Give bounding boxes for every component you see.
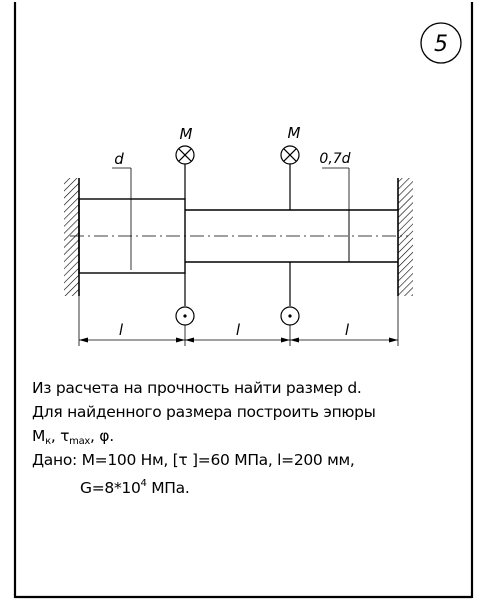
dimension-d-label: d [114,150,124,168]
torque-moment-right [281,124,301,325]
length-label-1: l [118,321,124,339]
sheet-frame [15,2,472,598]
length-label-2: l [235,321,241,339]
task-tau-subscript: max [69,436,91,447]
task-text [32,376,472,496]
moment-right-label: M [287,124,301,142]
task-line-3-separator: , [50,427,61,445]
dimension-07d [319,151,350,262]
task-g-units: МПа. [146,479,190,497]
right-wall-support [398,178,413,296]
task-line-3 [32,424,472,448]
variant-number-badge [421,23,461,63]
variant-number: 5 [434,32,448,57]
length-label-3: l [344,321,350,339]
dimension-07d-label: 0,7d [319,151,351,167]
task-g-value: G=8*10 [80,479,141,497]
task-line-4: Дано: M=100 Нм, [τ ]=60 МПа, l=200 мм, [32,451,355,469]
dimension-d [112,150,131,270]
task-mk-subscript: к [45,436,51,447]
task-line-1: Из расчета на прочность найти размер d. [32,379,362,397]
task-g-exponent: 4 [140,478,147,489]
left-wall-support [64,178,79,296]
length-dimensions [79,296,398,346]
task-line-2: Для найденного размера построить эпюры [32,403,376,421]
task-mk-symbol: M [32,427,46,445]
task-tau-symbol: τ [60,427,70,445]
shaft [70,199,408,273]
moment-left-label: M [179,125,193,143]
task-line-3-rest: , φ. [90,427,114,445]
task-line-5 [32,472,472,496]
